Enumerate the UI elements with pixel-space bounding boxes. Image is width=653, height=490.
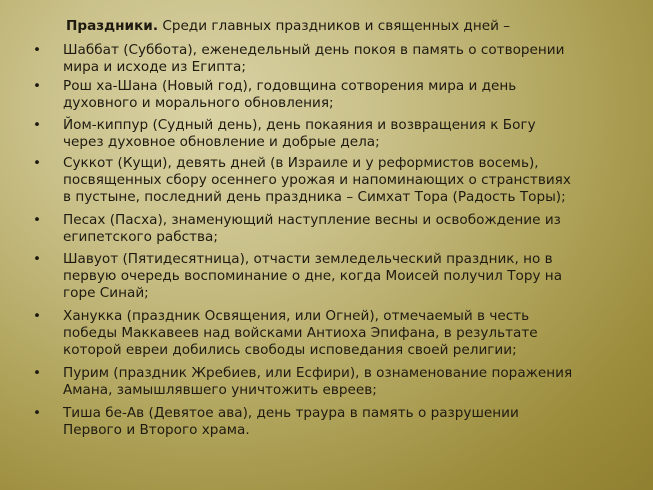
list-item-text: Песах (Пасха), знаменующий наступление весны и освобождение из египетского рабства; xyxy=(63,212,561,245)
bullet-icon: • xyxy=(33,117,42,133)
bullet-icon: • xyxy=(33,365,42,381)
bullet-icon: • xyxy=(33,212,42,228)
list-item-text: Шавуот (Пятидесятница), отчасти земледельческий праздник, но в первую очередь воспоминание о дне, когда Моисей получил Тору на горе Синай; xyxy=(63,251,563,301)
bullet-icon: • xyxy=(33,42,42,58)
bullet-icon: • xyxy=(33,155,42,171)
heading-text: Среди главных праздников и священных дней – xyxy=(158,18,511,34)
list-item-text: Тиша бе-Ав (Девятое ава), день траура в память о разрушении Первого и Второго храма. xyxy=(63,405,519,438)
list-item-text: Рош ха-Шана (Новый год), годовщина сотворения мира и день духовного и морального обновления; xyxy=(63,78,517,111)
list-item-text: Суккот (Кущи), девять дней (в Израиле и у реформистов восемь), посвященных сбору осеннего урожая и напоминающих о странствиях в пустыне, последний день праздника – Симхат Тора (Радость Торы); xyxy=(63,155,571,205)
slide-heading xyxy=(66,18,510,35)
bullet-icon: • xyxy=(33,308,42,324)
list-item-text: Пурим (праздник Жребиев, или Есфири), в ознаменование поражения Амана, замышлявшего уничтожить евреев; xyxy=(63,365,573,398)
bullet-icon: • xyxy=(33,405,42,421)
list-item-text: Ханукка (праздник Освящения, или Огней), отмечаемый в честь победы Маккавеев над войсками Антиоха Эпифана, в результате которой евреи добились свободы исповедания своей религии; xyxy=(63,308,538,358)
heading-bold: Праздники. xyxy=(66,18,158,34)
list-item-text: Йом-киппур (Судный день), день покаяния и возвращения к Богу через духовное обновление и добрые дела; xyxy=(63,117,536,150)
bullet-icon: • xyxy=(33,78,42,94)
bullet-icon: • xyxy=(33,251,42,267)
list-item-text: Шаббат (Суббота), еженедельный день покоя в память о сотворении мира и исходе из Египта; xyxy=(63,42,565,75)
